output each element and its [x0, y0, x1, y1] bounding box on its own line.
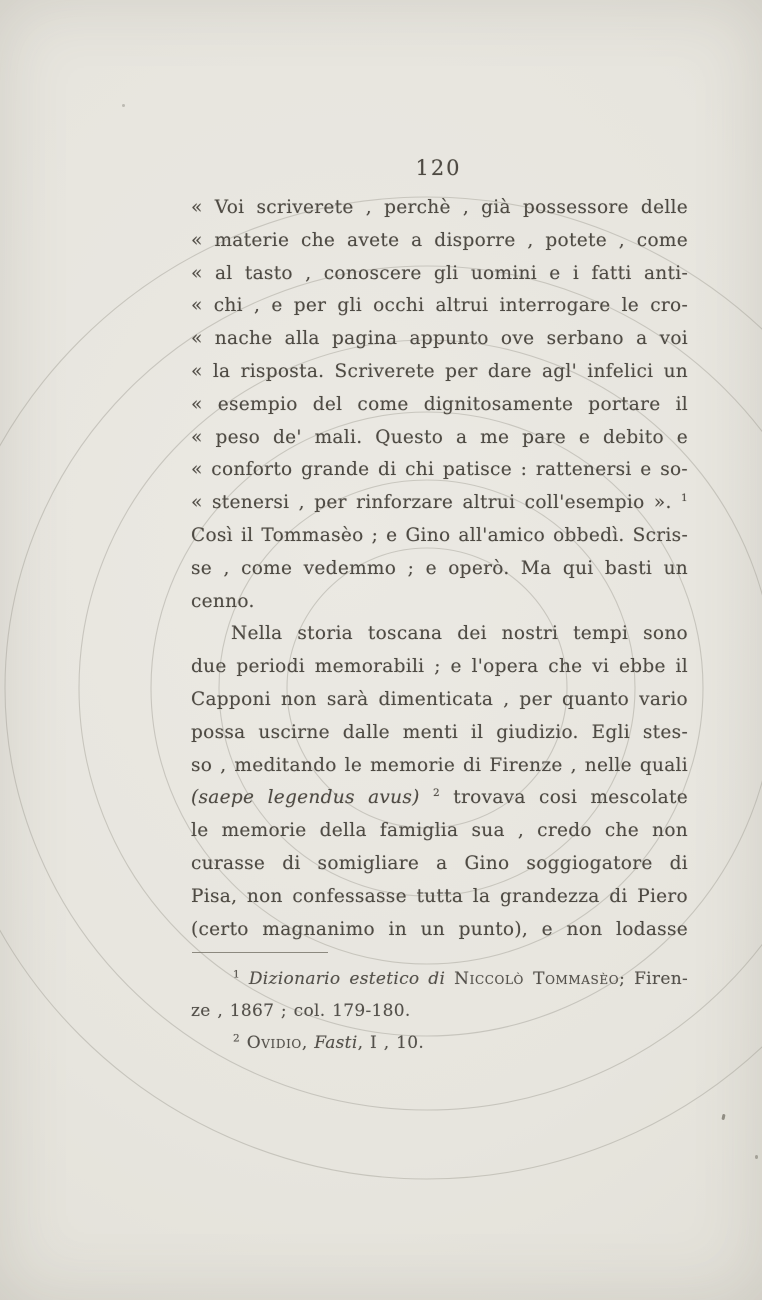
footnote-2-marker: 2: [233, 1032, 240, 1045]
paper-speck: [721, 1114, 725, 1120]
paper-speck: [755, 1155, 758, 1159]
text-line: « al tasto , conoscere gli uomini e i fatti anti-: [191, 262, 688, 284]
text-line: so , meditando le memorie di Firenze , nelle quali: [191, 754, 688, 776]
text-line: (certo magnanimo in un punto), e non lodasse: [191, 918, 688, 940]
text-line: se , come vedemmo ; e operò. Ma qui basti un: [191, 557, 688, 579]
footnote-2-author: Ovidio: [246, 1033, 302, 1053]
footnote-1-line-2: ze , 1867 ; col. 179-180.: [191, 1001, 411, 1021]
text-line: « peso de' mali. Questo a me pare e debito e: [191, 426, 688, 448]
footnote-1-line-1: [191, 963, 688, 995]
line-rest: trovava cosi mescolate: [453, 787, 688, 809]
text-line: Nella storia toscana dei nostri tempi sono: [231, 623, 688, 645]
text-line: le memorie della famiglia sua , credo che non: [191, 820, 688, 842]
text-line: curasse di somigliare a Gino soggiogatore di: [191, 852, 688, 874]
footnotes: [191, 963, 688, 1059]
text-line: « esempio del come dignitosamente portare il: [191, 393, 688, 415]
footnote-ref-1: 1: [681, 492, 688, 505]
footnote-2-work: Fasti: [314, 1033, 358, 1053]
text-line: « la risposta. Scriverete per dare agl' infelici un: [191, 360, 688, 382]
page-number: 120: [415, 156, 462, 180]
footnote-separator: [192, 952, 328, 953]
paper-speck: [122, 104, 125, 107]
quote-end: « stenersi , per rinforzare altrui coll'esempio ».: [191, 492, 672, 514]
footnote-1-marker: 1: [233, 968, 240, 981]
footnote-2: [191, 1027, 688, 1059]
footnote-1-work: Dizionario estetico di: [248, 969, 446, 989]
text-line: Pisa, non confessasse tutta la grandezza di Piero: [191, 885, 688, 907]
text-line: « conforto grande di chi patisce : rattenersi e so-: [191, 459, 688, 481]
text-line: [191, 782, 688, 815]
text-line: [191, 487, 688, 520]
text-line: « materie che avete a disporre , potete , come: [191, 229, 688, 251]
footnote-1-author: Niccolò Tommasèo: [454, 969, 620, 989]
body-text: [191, 192, 688, 946]
text-line: possa uscirne dalle menti il giudizio. Egli stes-: [191, 721, 688, 743]
text-line: « nache alla pagina appunto ove serbano a voi: [191, 328, 688, 350]
latin-phrase: (saepe legendus avus): [191, 787, 420, 809]
footnote-1-tail: ; Firen-: [619, 969, 688, 989]
footnote-ref-2: 2: [433, 787, 440, 800]
text-line: « Voi scriverete , perchè , già possessore delle: [191, 197, 688, 218]
text-line: cenno.: [191, 590, 255, 612]
text-line: « chi , e per gli occhi altrui interrogare le cro-: [191, 295, 688, 317]
footnote-2-sep: ,: [301, 1033, 315, 1053]
text-line: due periodi memorabili ; e l'opera che vi ebbe il: [191, 656, 688, 678]
text-line: Così il Tommasèo ; e Gino all'amico obbedì. Scris-: [191, 524, 688, 546]
footnote-2-tail: , I , 10.: [357, 1033, 425, 1053]
text-line: Capponi non sarà dimenticata , per quanto vario: [191, 688, 688, 710]
